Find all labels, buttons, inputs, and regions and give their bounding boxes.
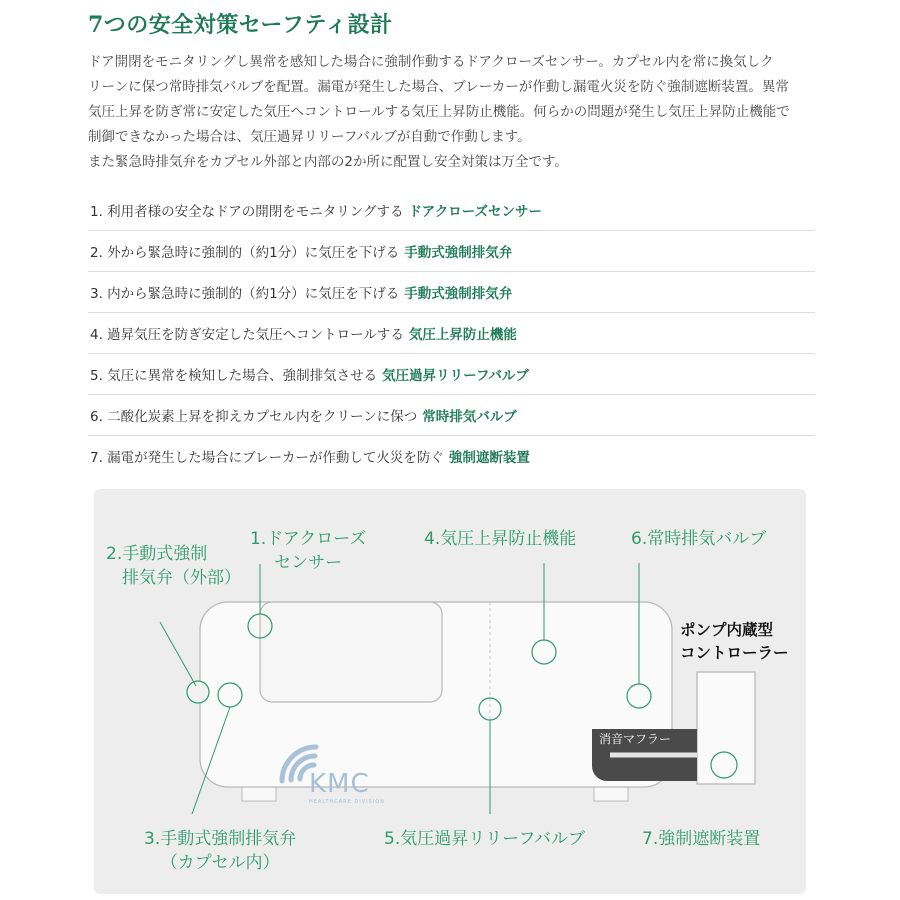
kmc-logo-text: KMC	[309, 769, 370, 799]
label-3	[144, 827, 296, 875]
leader-2	[160, 622, 196, 686]
kmc-logo-subtext: HEALTHCARE DIVISION	[309, 799, 385, 805]
capsule-door	[260, 602, 442, 702]
list-item-text: 4. 過昇気圧を防ぎ安定した気圧へコントロールする	[90, 327, 404, 343]
list-item	[88, 231, 815, 272]
label-5: 5.気圧過昇リリーフバルブ	[384, 829, 586, 849]
controller-label-line2: コントローラー	[680, 644, 789, 662]
list-item-highlight: 気圧上昇防止機能	[408, 327, 517, 343]
intro-line: ドア開閉をモニタリングし異常を感知した場合に強制作動するドアクローズセンサー。カプセル内を常に換気しク	[88, 54, 774, 70]
intro-text	[88, 50, 818, 175]
label-4: 4.気圧上昇防止機能	[424, 529, 577, 549]
label-3-line1: 3.手動式強制排気弁	[144, 829, 297, 849]
label-3-line2: （カプセル内）	[160, 853, 280, 873]
label-6: 6.常時排気バルブ	[631, 529, 767, 549]
list-item-highlight: ドアクローズセンサー	[408, 204, 543, 220]
list-item-highlight: 手動式強制排気弁	[404, 286, 513, 302]
label-7: 7.強制遮断装置	[642, 829, 761, 849]
list-item-highlight: 手動式強制排気弁	[404, 245, 513, 261]
label-2-line2: 排気弁（外部）	[122, 568, 241, 588]
controller-label	[680, 619, 789, 665]
intro-line: また緊急時排気弁をカプセル外部と内部の2か所に配置し安全対策は万全です。	[88, 154, 568, 170]
list-item-text: 2. 外から緊急時に強制的（約1分）に気圧を下げる	[90, 245, 400, 261]
label-1-line2: センサー	[274, 553, 343, 573]
intro-line: 気圧上昇を防ぎ常に安定した気圧へコントロールする気圧上昇防止機能。何らかの問題が発生し気圧上昇防止機能で	[88, 104, 790, 120]
list-item-highlight: 強制遮断装置	[448, 450, 530, 466]
label-1-line1: 1.ドアクローズ	[250, 529, 367, 549]
list-item	[88, 272, 815, 313]
list-item-text: 1. 利用者様の安全なドアの開閉をモニタリングする	[90, 204, 404, 220]
list-item	[88, 395, 815, 436]
list-item	[88, 354, 815, 395]
list-item	[88, 313, 815, 354]
list-item	[88, 190, 815, 231]
list-item-text: 3. 内から緊急時に強制的（約1分）に気圧を下げる	[90, 286, 400, 302]
label-1	[250, 527, 366, 575]
muffler-label: 消音マフラー	[599, 732, 672, 746]
label-2	[106, 542, 241, 590]
list-item	[88, 436, 815, 476]
list-item-text: 7. 漏電が発生した場合にブレーカーが作動して火災を防ぐ	[90, 450, 444, 466]
list-item-highlight: 常時排気バルブ	[422, 409, 517, 425]
intro-line: リーンに保つ常時排気バルブを配置。漏電が発生した場合、ブレーカーが作動し漏電火災を防ぐ強制遮断装置。異常	[88, 79, 789, 95]
list-item-highlight: 気圧過昇リリーフバルブ	[382, 368, 529, 384]
list-item-text: 6. 二酸化炭素上昇を抑えカプセル内をクリーンに保つ	[90, 409, 418, 425]
safety-feature-list	[88, 190, 815, 476]
controller-box	[697, 672, 755, 784]
marker-2	[187, 681, 209, 703]
list-item-text: 5. 気圧に異常を検知した場合、強制排気させる	[90, 368, 378, 384]
capsule-diagram	[94, 489, 806, 894]
page-title: 7つの安全対策セーフティ設計	[88, 12, 393, 38]
label-2-line1: 2.手動式強制	[106, 544, 208, 564]
controller-label-line1: ポンプ内蔵型	[680, 621, 774, 639]
intro-line: 制御できなかった場合は、気圧過昇リリーフバルブが自動で作動します。	[88, 129, 531, 145]
